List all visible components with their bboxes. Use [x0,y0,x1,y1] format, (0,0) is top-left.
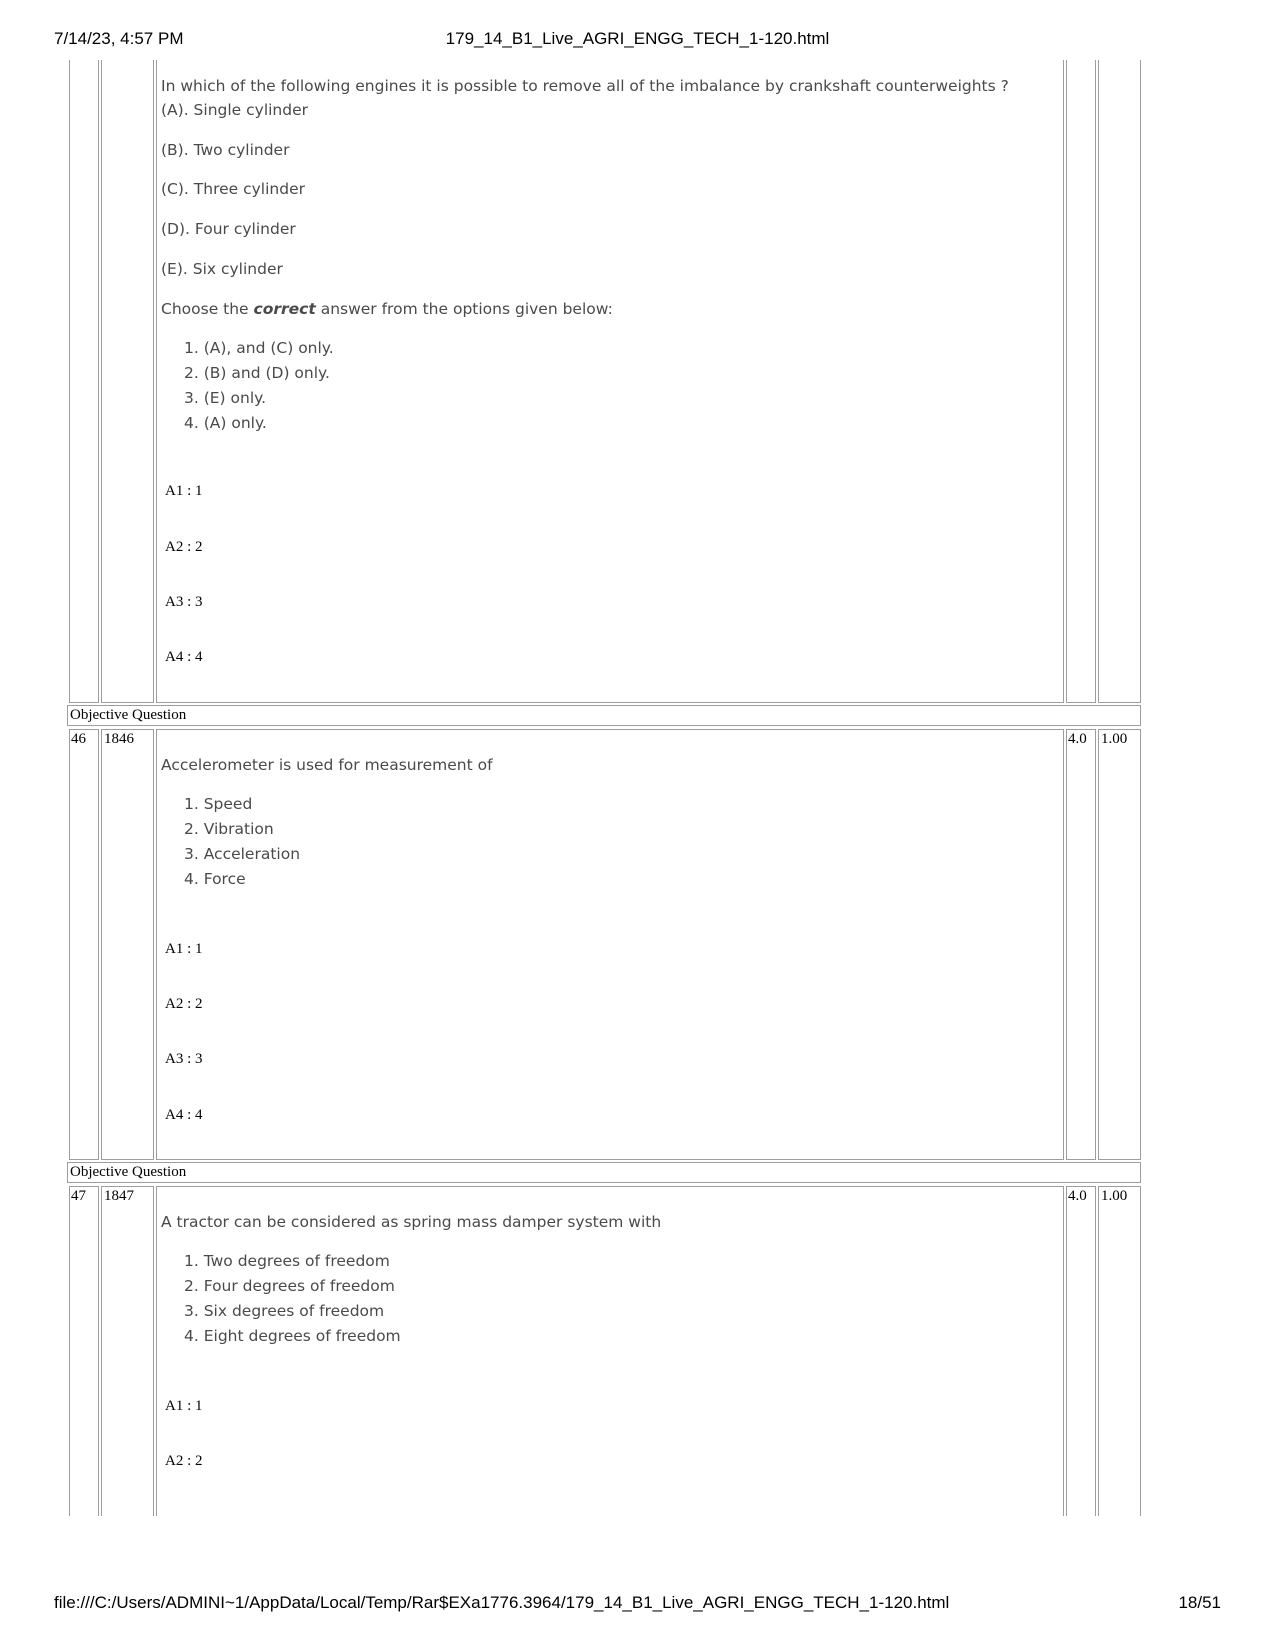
q46-answer: A1 : 1 [165,941,203,957]
q45-option: 4. (A) only. [184,414,267,432]
q45-negative-cell [1098,60,1141,703]
q46-option: 1. Speed [184,795,253,813]
q46-type-cell [67,705,1141,726]
q47-option: 3. Six degrees of freedom [184,1302,385,1320]
q45-number-cell [69,60,99,703]
q45-answer: A2 : 2 [165,539,203,555]
q45-id-cell [101,60,154,703]
q47-marks-cell [1066,1186,1096,1516]
q45-marks-cell [1066,60,1096,703]
q47-id: 1847 [104,1188,134,1204]
q45-instruction-emphasis: correct [253,300,316,318]
q46-answer: A4 : 4 [165,1107,203,1123]
q45-option: 1. (A), and (C) only. [184,339,334,357]
q46-negative-cell [1098,729,1141,1160]
print-title: 179_14_B1_Live_AGRI_ENGG_TECH_1-120.html [445,29,830,48]
q46-answer: A2 : 2 [165,996,203,1012]
q45-options-list [184,336,334,436]
q46-answer: A3 : 3 [165,1051,203,1067]
q47-type-label: Objective Question [70,1164,187,1180]
q45-statement: (D). Four cylinder [161,220,296,238]
q46-options-list [184,792,300,892]
q47-question-text: A tractor can be considered as spring mass damper system with [161,1213,662,1231]
print-file-url: file:///C:/Users/ADMINI~1/AppData/Local/Temp/Rar$EXa1776.3964/179_14_B1_Live_AGRI_ENGG_TECH_1-120.html [54,1593,950,1612]
q47-negative-cell [1098,1186,1141,1516]
q45-question-text: In which of the following engines it is possible to remove all of the imbalance by crankshaft counterweights ? [161,77,1009,95]
q47-marks: 4.0 [1068,1188,1087,1204]
q45-statement: (C). Three cylinder [161,180,305,198]
q45-statement: (E). Six cylinder [161,260,283,278]
q45-answer: A1 : 1 [165,483,203,499]
q46-id: 1846 [104,731,134,747]
q47-option: 4. Eight degrees of freedom [184,1327,401,1345]
q47-type-cell [67,1162,1141,1183]
q45-answer: A4 : 4 [165,649,203,665]
q46-question-text: Accelerometer is used for measurement of [161,756,493,774]
q47-options-list [184,1249,401,1349]
q47-id-cell [101,1186,154,1516]
q46-number-cell [69,729,99,1160]
q45-answer: A3 : 3 [165,594,203,610]
print-datetime: 7/14/23, 4:57 PM [54,29,184,48]
q46-marks-cell [1066,729,1096,1160]
q47-option: 1. Two degrees of freedom [184,1252,390,1270]
q47-question-cell [156,1186,1064,1516]
q46-id-cell [101,729,154,1160]
q45-instruction: Choose the correct answer from the options given below: [161,300,613,318]
q47-answer: A1 : 1 [165,1398,203,1414]
q46-negative-marks: 1.00 [1101,731,1128,747]
q46-option: 4. Force [184,870,246,888]
q47-number: 47 [71,1188,86,1204]
q47-option: 2. Four degrees of freedom [184,1277,395,1295]
q46-option: 3. Acceleration [184,845,301,863]
q46-type-label: Objective Question [70,707,187,723]
q46-option: 2. Vibration [184,820,274,838]
q45-statement: (A). Single cylinder [161,101,309,119]
q47-negative-marks: 1.00 [1101,1188,1128,1204]
print-page-number: 18/51 [1178,1593,1221,1612]
q47-number-cell [69,1186,99,1516]
q47-answer: A2 : 2 [165,1453,203,1469]
q46-marks: 4.0 [1068,731,1087,747]
q45-statement: (B). Two cylinder [161,141,290,159]
q45-option: 3. (E) only. [184,389,267,407]
q46-number: 46 [71,731,86,747]
q45-option: 2. (B) and (D) only. [184,364,330,382]
